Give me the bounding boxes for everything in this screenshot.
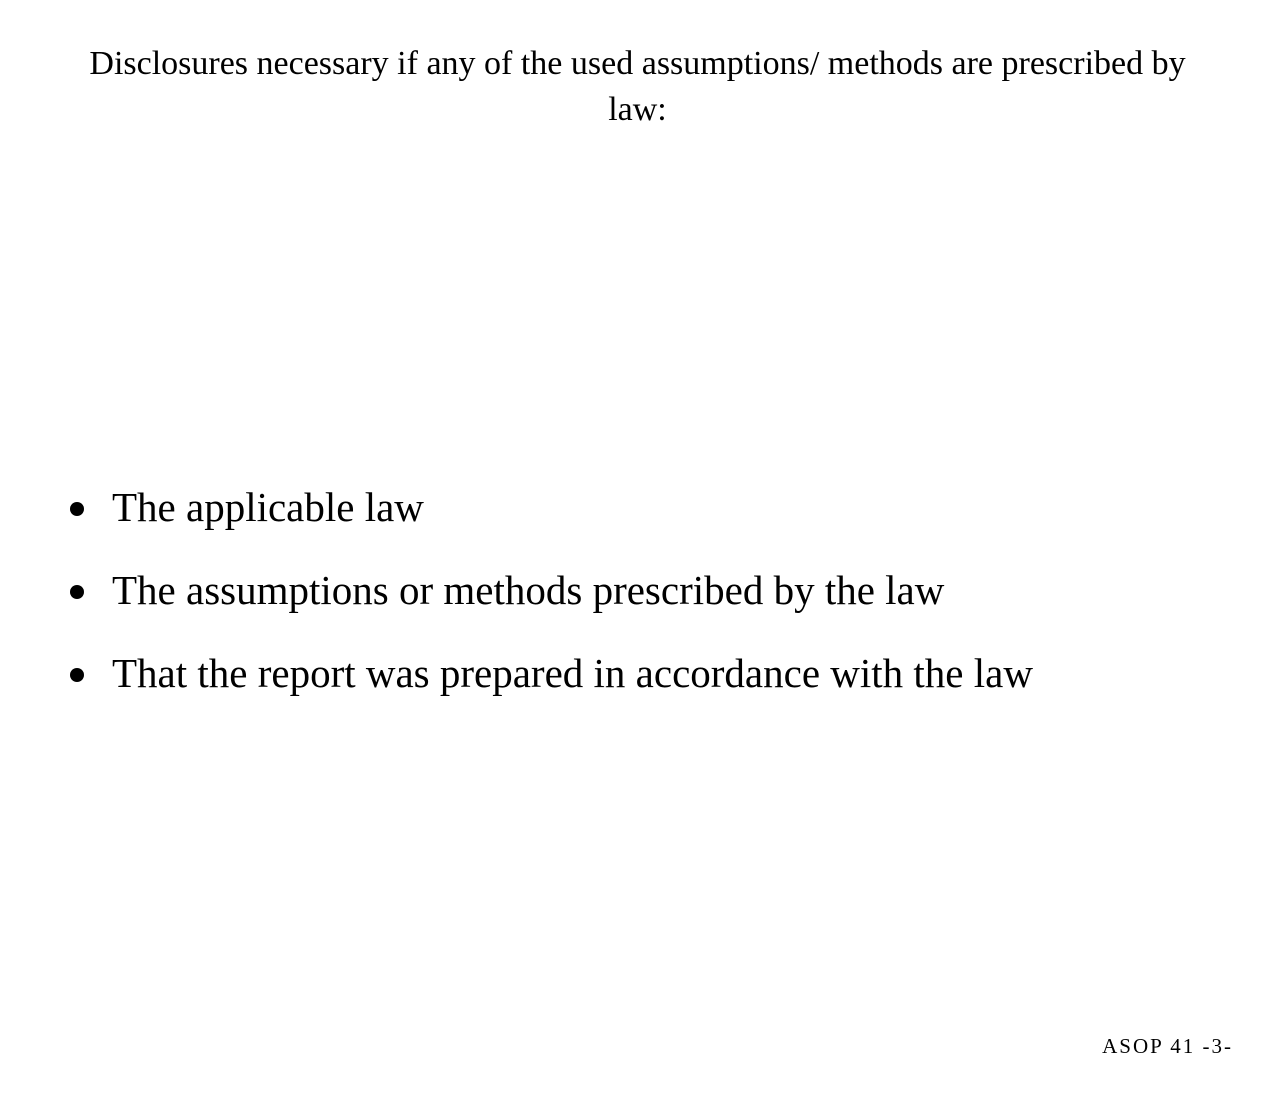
slide-title: Disclosures necessary if any of the used assumptions/ methods are prescribed by law: bbox=[89, 45, 1186, 128]
bullet-item bbox=[68, 483, 1033, 566]
bullet-text: That the report was prepared in accordance with the law bbox=[112, 650, 1033, 696]
bullet-list bbox=[68, 483, 1033, 732]
bullet-item bbox=[68, 649, 1033, 732]
bullet-icon bbox=[70, 502, 84, 516]
bullet-text: The assumptions or methods prescribed by the law bbox=[112, 567, 945, 613]
bullet-icon bbox=[70, 585, 84, 599]
page-footer: ASOP 41 -3- bbox=[1102, 1034, 1233, 1058]
bullet-text: The applicable law bbox=[112, 484, 424, 530]
bullet-item bbox=[68, 566, 1033, 649]
bullet-icon bbox=[70, 668, 84, 682]
